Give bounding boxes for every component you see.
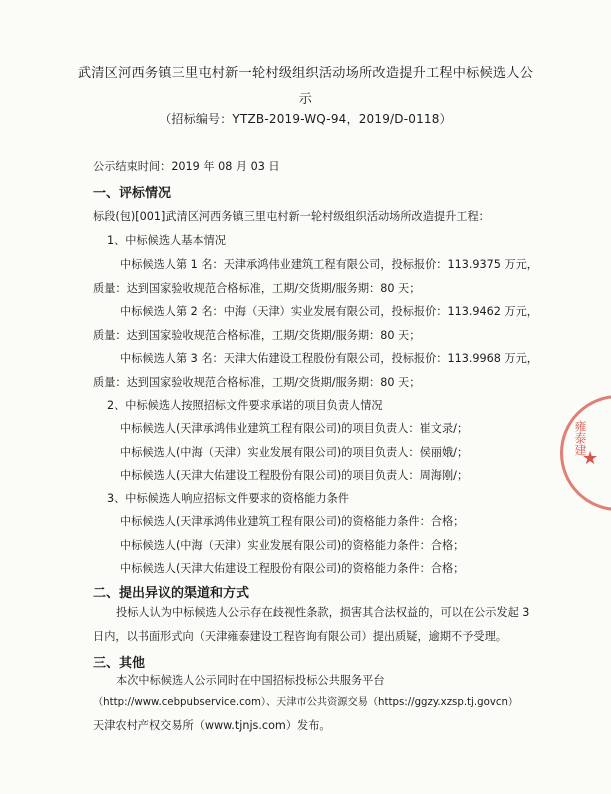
qualification-3: 中标候选人(天津大佑建设工程股份有限公司)的资格能力条件：合格； <box>120 562 465 575</box>
objection-line1: 投标人认为中标候选人公示存在歧视性条款，损害其合法权益的，可以在公示发起 3 <box>116 606 530 619</box>
subsection1-heading: 1、中标候选人基本情况 <box>107 234 226 247</box>
qualification-2: 中标候选人(中海（天津）实业发展有限公司)的资格能力条件：合格； <box>120 539 465 552</box>
other-line3: 天津农村产权交易所（www.tjnjs.com）发布。 <box>93 719 331 732</box>
candidate1-line1: 中标候选人第 1 名：天津承鸿伟业建筑工程有限公司，投标报价：113.9375 万元， <box>120 258 538 271</box>
project-leader-2: 中标候选人(中海（天津）实业发展有限公司)的项目负责人：侯丽娥/； <box>120 446 469 459</box>
candidate3-line2: 质量：达到国家验收规范合格标准，工期/交货期/服务期：80 天； <box>93 376 421 389</box>
subsection2-heading: 2、中标候选人按照招标文件要求承诺的项目负责人情况 <box>107 399 383 412</box>
candidate2-line1: 中标候选人第 2 名：中海（天津）实业发展有限公司，投标报价：113.9462 万元， <box>120 305 538 318</box>
doc-title-line2: 示 <box>298 92 313 107</box>
candidate2-line2: 质量：达到国家验收规范合格标准，工期/交货期/服务期：80 天； <box>93 329 421 342</box>
section1-heading: 一、评标情况 <box>93 186 172 201</box>
project-leader-1: 中标候选人(天津承鸿伟业建筑工程有限公司)的项目负责人：崔文录/； <box>120 422 469 435</box>
candidate3-line1: 中标候选人第 3 名：天津大佑建设工程股份有限公司，投标报价：113.9968 万元， <box>120 352 538 365</box>
seal-text: 雍泰建 <box>573 420 587 456</box>
bid-number: （招标编号：YTZB-2019-WQ-94，2019/D-0118） <box>159 112 452 126</box>
section3-heading: 三、其他 <box>93 656 146 671</box>
other-line1: 本次中标候选人公示同时在中国招标投标公共服务平台 <box>116 674 385 687</box>
seal-star-icon: ★ <box>582 448 599 469</box>
objection-line2: 日内，以书面形式向（天津雍泰建设工程咨询有限公司）提出质疑，逾期不予受理。 <box>93 630 507 643</box>
other-line2: （http://www.cebpubservice.com）、天津市公共资源交易（https://ggzy.xzsp.tj.govcn） <box>93 697 519 708</box>
doc-title-line1: 武清区河西务镇三里屯村新一轮村级组织活动场所改造提升工程中标候选人公 <box>77 66 534 81</box>
candidate1-line2: 质量：达到国家验收规范合格标准，工期/交货期/服务期：80 天； <box>93 282 421 295</box>
project-leader-3: 中标候选人(天津大佑建设工程股份有限公司)的项目负责人：周海刚/； <box>120 469 469 482</box>
subsection3-heading: 3、中标候选人响应招标文件要求的资格能力条件 <box>107 492 350 505</box>
lot-description: 标段(包)[001]武清区河西务镇三里屯村新一轮村级组织活动场所改造提升工程： <box>93 210 490 223</box>
publicity-end-time: 公示结束时间：2019 年 08 月 03 日 <box>93 160 280 173</box>
section2-heading: 二、提出异议的渠道和方式 <box>93 586 250 601</box>
qualification-1: 中标候选人(天津承鸿伟业建筑工程有限公司)的资格能力条件：合格； <box>120 515 465 528</box>
